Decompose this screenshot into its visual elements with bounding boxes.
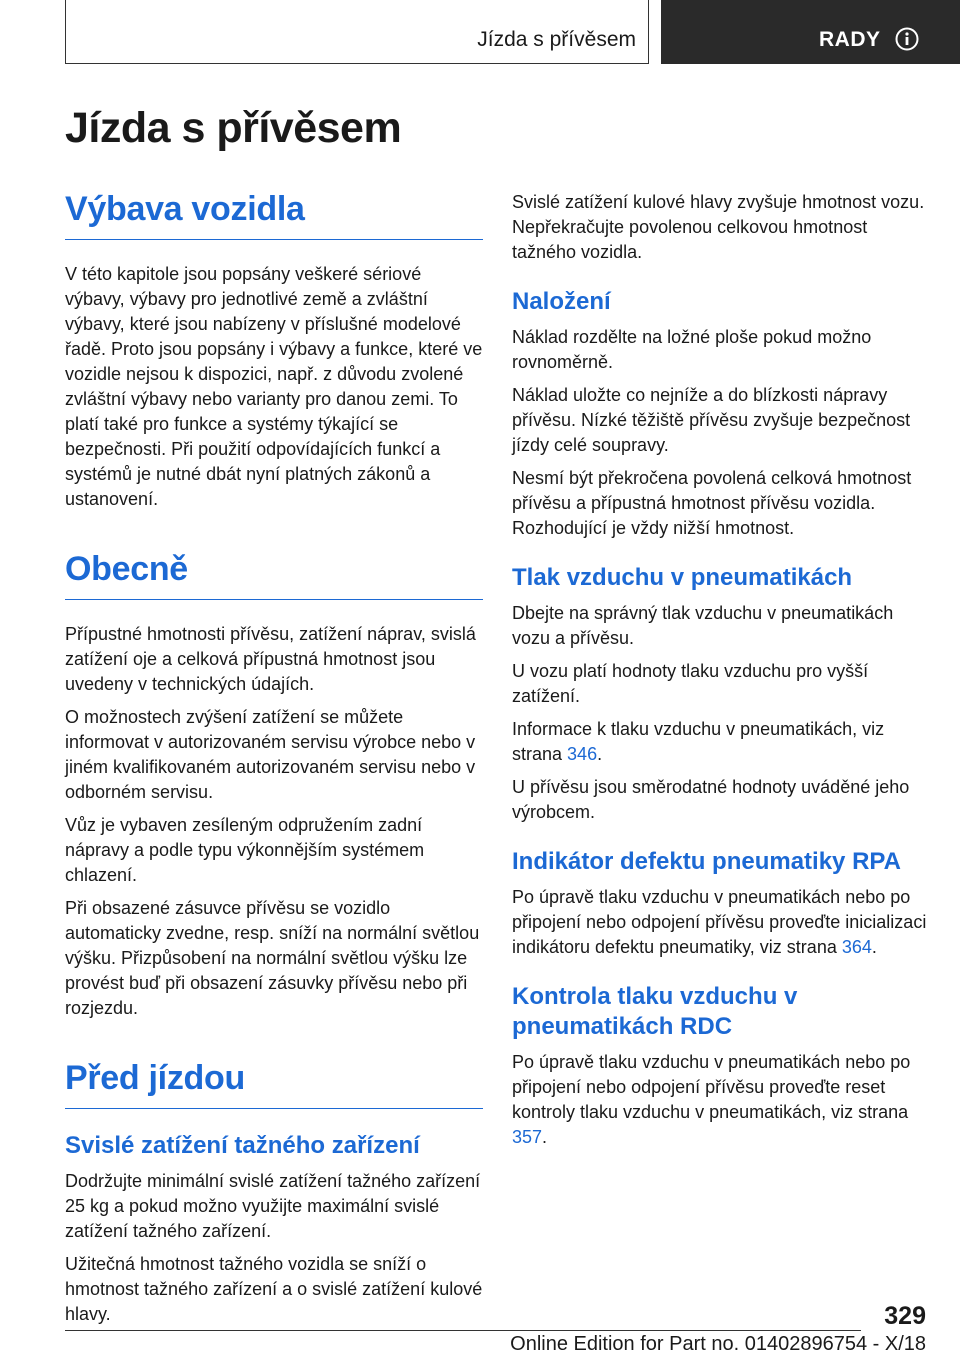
subsection-title-svisle-zatizeni: Svislé zatížení tažného zařízení bbox=[65, 1132, 420, 1159]
footer-edition: Online Edition for Part no. 01402896754 - X/18 bbox=[510, 1333, 926, 1355]
info-icon bbox=[895, 27, 919, 51]
paragraph bbox=[512, 885, 930, 960]
page-link-357[interactable]: 357 bbox=[512, 1127, 543, 1147]
paragraph: Nesmí být překročena povolená celková hmotnost přívěsu a přípustná hmotnost přívěsu vozidla. Rozhodující je vždy nižší hmotnost. bbox=[512, 468, 912, 538]
paragraph: Vůz je vybaven zesíleným odpružením zadní nápravy a podle typu výkonnějším systémem chlazení. bbox=[65, 815, 425, 885]
paragraph bbox=[512, 1050, 930, 1150]
paragraph-text: Po úpravě tlaku vzduchu v pneumatikách nebo po připojení nebo odpojení přívěsu proveďte reset kontroly tlaku vzduchu v pneumatikách, viz strana bbox=[512, 1052, 911, 1122]
paragraph: Přípustné hmotnosti přívěsu, zatížení náprav, svislá zatížení oje a celková přípustná hmotnost jsou uvedeny v technických údajích. bbox=[65, 624, 476, 694]
subsection-title-rpa: Indikátor defektu pneumatiky RPA bbox=[512, 848, 901, 875]
left-column bbox=[65, 190, 483, 1335]
paragraph: Náklad rozdělte na ložné ploše pokud možno rovnoměrně. bbox=[512, 327, 872, 372]
subsection-title-tlak-vzduchu: Tlak vzduchu v pneumatikách bbox=[512, 564, 853, 591]
page-link-346[interactable]: 346 bbox=[567, 744, 598, 764]
subsection-title-nalozeni: Naložení bbox=[512, 288, 611, 315]
section-title-pred-jizdou: Před jízdou bbox=[65, 1059, 483, 1109]
paragraph bbox=[512, 717, 930, 767]
header-chapter-label: RADY bbox=[819, 28, 881, 51]
header-chapter-tab[interactable] bbox=[661, 0, 960, 64]
period: . bbox=[542, 1127, 548, 1147]
paragraph: Dodržujte minimální svislé zatížení tažného zařízení 25 kg a pokud možno využijte maximální svislé zatížení tažného zařízení. bbox=[65, 1171, 481, 1241]
page-number: 329 bbox=[884, 1302, 926, 1330]
paragraph: Náklad uložte co nejníže a do blízkosti nápravy přívěsu. Nízké těžiště přívěsu zvyšuje bezpečnost jízdy celé soupravy. bbox=[512, 385, 911, 455]
header-section-title: Jízda s přívěsem bbox=[477, 28, 636, 51]
period: . bbox=[597, 744, 603, 764]
section-title-vybava: Výbava vozidla bbox=[65, 190, 483, 240]
paragraph: Při obsazené zásuvce přívěsu se vozidlo automaticky zvedne, resp. sníží na normální světlou výšku. Přizpůsobení na normální světlou výšku lze provést buď při obsazení zásuvky přívěsu nebo při rozjezdu. bbox=[65, 898, 480, 1018]
header-section-box bbox=[65, 0, 649, 64]
section-title-obecne: Obecně bbox=[65, 550, 483, 600]
paragraph-text: Informace k tlaku vzduchu v pneumatikách, viz strana bbox=[512, 719, 885, 764]
period: . bbox=[871, 937, 877, 957]
paragraph: U vozu platí hodnoty tlaku vzduchu pro vyšší zatížení. bbox=[512, 661, 869, 706]
paragraph: V této kapitole jsou popsány veškeré sériové výbavy, výbavy pro jednotlivé země a zvláštní výbavy, které jsou nabízeny v příslušné modelové řadě. Proto jsou popsány i výbavy a funkce, které ve vozidle nejsou k dispozici, např. z důvodu zvolené zvláštní výbavy nebo varianty pro danou zemi. To platí také pro funkce a systémy týkající se bezpečnosti. Při použití odpovídajících funkcí a systémů je nutné dbát nyní platných zákonů a ustanovení. bbox=[65, 264, 483, 509]
subsection-title-rdc: Kontrola tlaku vzduchu v pneumatikách RDC bbox=[512, 983, 798, 1040]
footer-divider bbox=[65, 1330, 861, 1331]
paragraph: Užitečná hmotnost tažného vozidla se sníží o hmotnost tažného zařízení a o svislé zatížení kulové hlavy. bbox=[65, 1254, 483, 1324]
paragraph: O možnostech zvýšení zatížení se můžete informovat v autorizovaném servisu výrobce nebo v jiném kvalifikovaném autorizovaném servisu nebo v odborném servisu. bbox=[65, 707, 476, 802]
page-title: Jízda s přívěsem bbox=[65, 104, 402, 152]
paragraph: Dbejte na správný tlak vzduchu v pneumatikách vozu a přívěsu. bbox=[512, 603, 894, 648]
paragraph: Svislé zatížení kulové hlavy zvyšuje hmotnost vozu. Nepřekračujte povolenou celkovou hmotnost tažného vozidla. bbox=[512, 192, 925, 262]
right-column bbox=[512, 190, 930, 1158]
page-link-364[interactable]: 364 bbox=[841, 937, 872, 957]
paragraph: U přívěsu jsou směrodatné hodnoty uváděné jeho výrobcem. bbox=[512, 777, 910, 822]
paragraph-text: Po úpravě tlaku vzduchu v pneumatikách nebo po připojení nebo odpojení přívěsu proveďte inicializaci indikátoru defektu pneumatiky, viz strana bbox=[512, 887, 927, 957]
